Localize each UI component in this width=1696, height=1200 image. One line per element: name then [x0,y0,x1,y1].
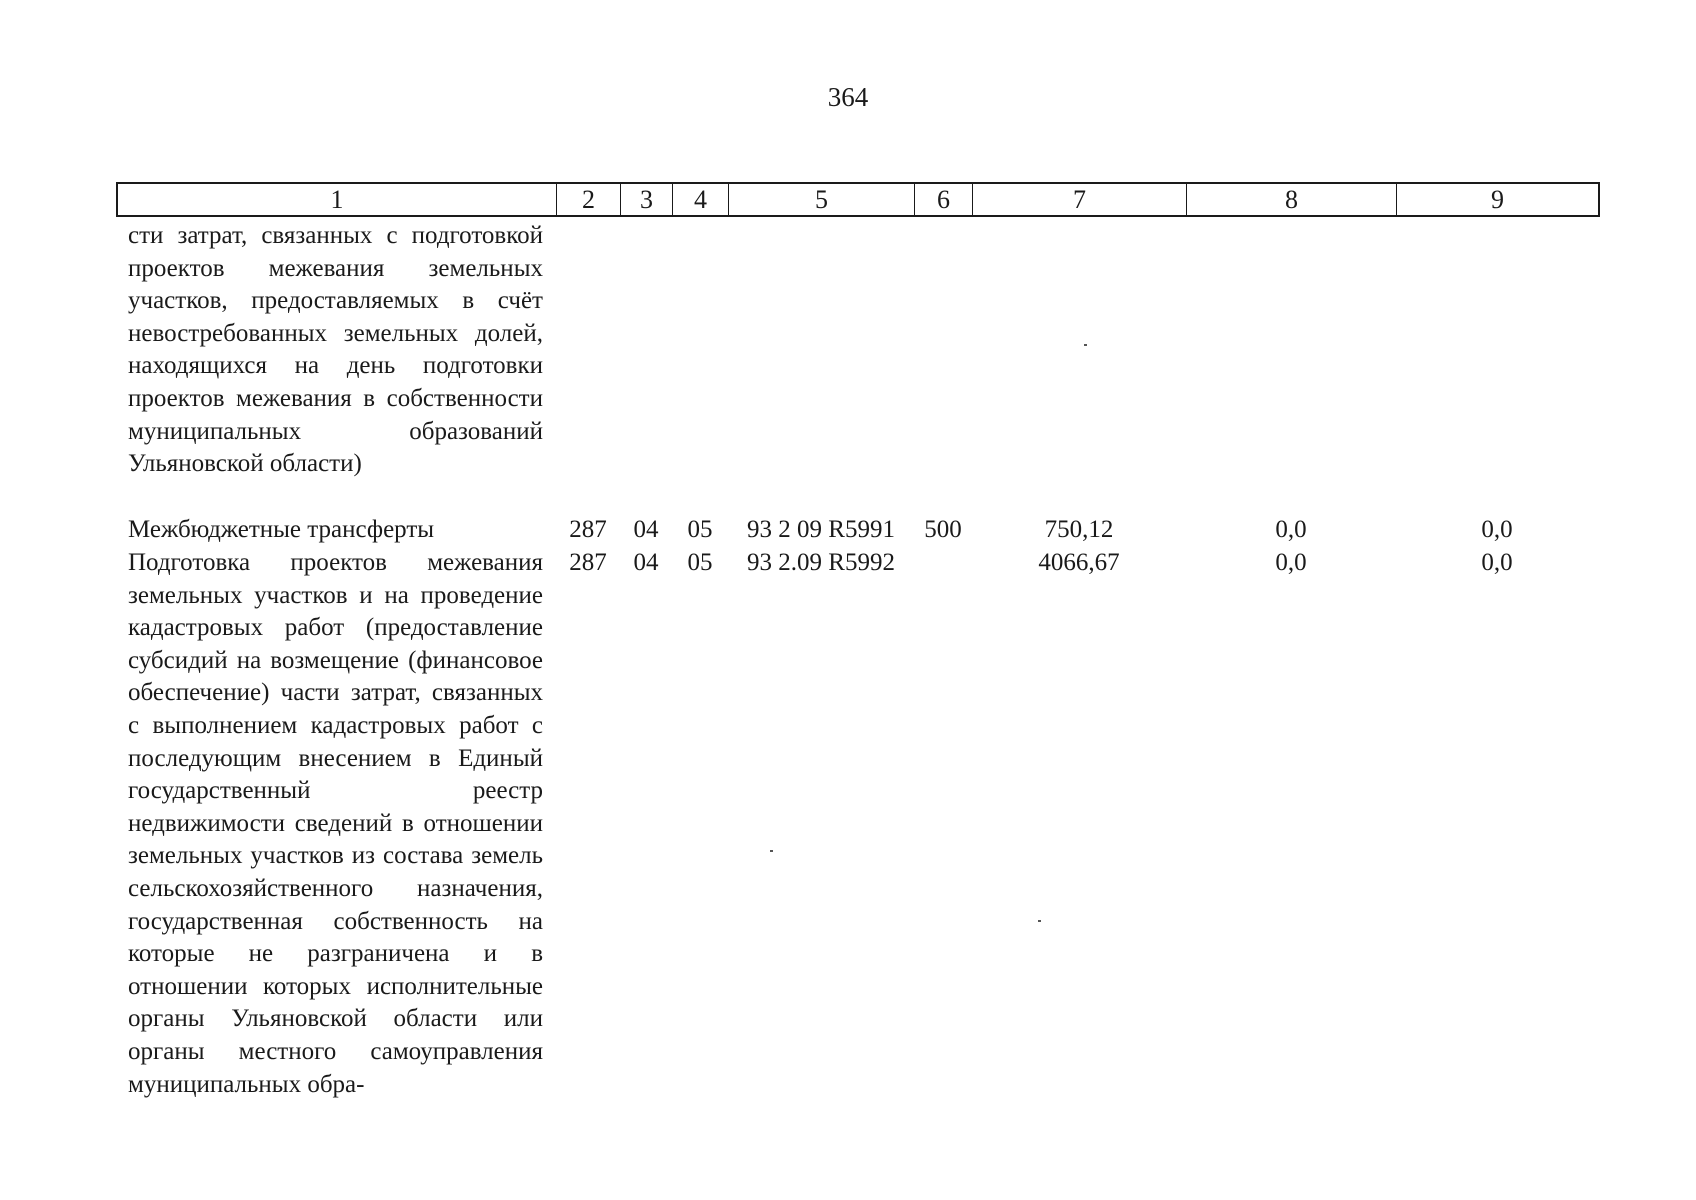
header-col-4: 4 [672,184,728,215]
scan-speck [1084,344,1087,346]
table-cell-col8: 0,0 [1275,516,1307,543]
header-col-3: 3 [620,184,672,215]
table-row-description: Межбюджетные трансферты [128,516,435,543]
table-cell-col3: 04 [633,516,659,543]
header-col-8: 8 [1186,184,1396,215]
table-cell-col4: 05 [687,516,713,543]
table-cell-col4: 05 [687,549,713,576]
page-number: 364 [827,82,869,112]
header-col-2: 2 [556,184,620,215]
header-col-6: 6 [914,184,972,215]
scan-speck [1038,920,1041,922]
table-cell-col8: 0,0 [1275,549,1307,576]
table-cell-col5: 93 2 09 R5991 [747,516,895,543]
table-row-description: Подготовка проектов межевания земельных участков и на проведение кадастровых работ (предоставление субсидий на возмещение (финансовое обеспечение) части затрат, связанных с выполнением кадастровых работ с последующим внесением в Единый государственный реестр недвижимости сведений в отношении земельных участков из состава земель сельскохозяйственного назначения, государственная собственность на которые не разграничена и в отношении которых исполнительные органы Ульяновской области или органы местного самоуправления муниципальных обра- [128,549,543,1098]
scan-speck [770,850,773,852]
table-cell-col3: 04 [633,549,659,576]
header-col-5: 5 [728,184,914,215]
header-col-7: 7 [972,184,1186,215]
header-col-1: 1 [330,185,344,214]
table-cell-col9: 0,0 [1481,516,1513,543]
table-cell-col6: 500 [924,516,962,543]
table-header [116,182,1600,217]
table-cell-col9: 0,0 [1481,549,1513,576]
table-cell-col2: 287 [569,516,607,543]
table-cell-col5: 93 2.09 R5992 [747,549,895,576]
table-cell-col7: 750,12 [1044,516,1114,543]
table-row-description: сти затрат, связанных с подготовкой проектов межевания земельных участков, предоставляемых в счёт невостребованных земельных долей, находящихся на день подготовки проектов межевания в собственности муниципальных образований Ульяновской области) [128,222,543,478]
table-cell-col2: 287 [569,549,607,576]
header-col-9: 9 [1396,184,1598,215]
table-cell-col7: 4066,67 [1038,549,1120,576]
